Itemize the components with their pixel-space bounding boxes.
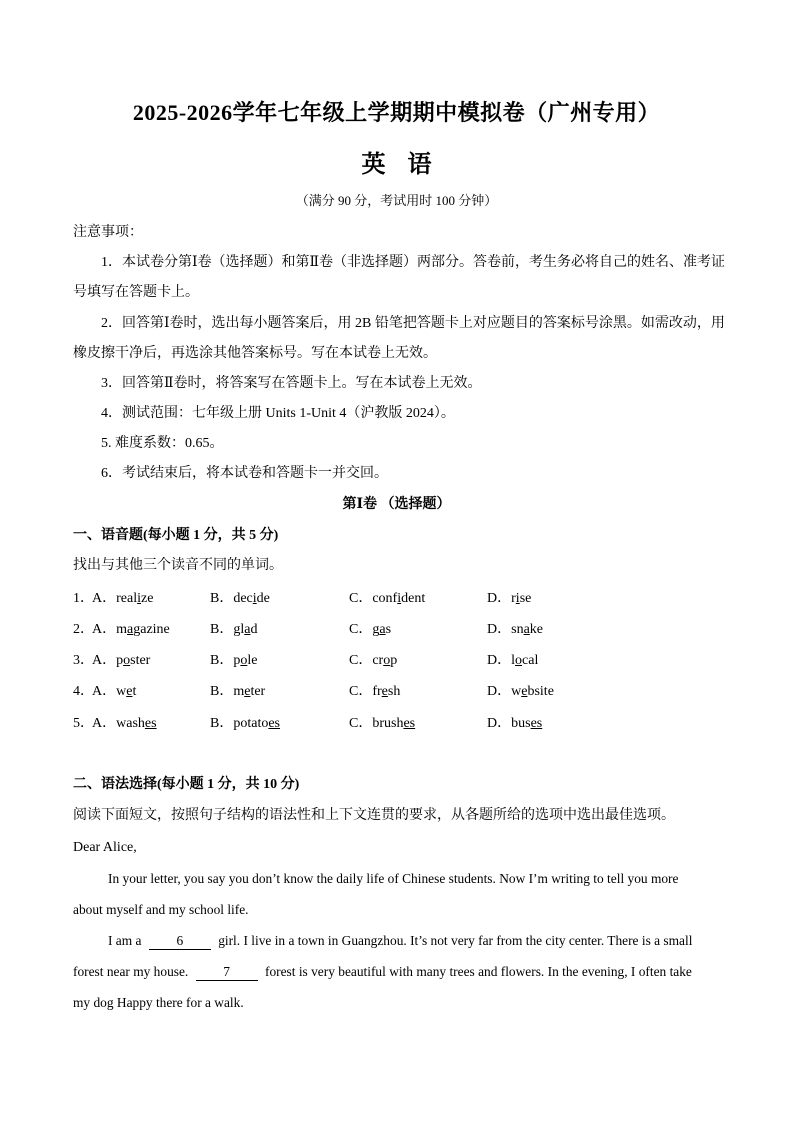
letter-text: forest near my house. [73, 964, 189, 979]
word-part: de [256, 591, 270, 606]
underlined-letters: o [383, 653, 391, 668]
word-part: cr [372, 653, 384, 668]
word-part: se [519, 591, 532, 606]
underlined-letters: a [127, 622, 134, 637]
section1-heading: 一、语音题(每小题 1 分，共 5 分) [73, 528, 279, 543]
section2-heading: 二、语法选择(每小题 1 分，共 10 分) [73, 777, 300, 792]
question-number: 3． [73, 653, 94, 668]
word-part: p [390, 653, 398, 668]
note-item-2-line-2: 橡皮擦干净后，再选涂其他答案标号。写在本试卷上无效。 [73, 346, 437, 361]
underlined-letters: e [126, 684, 133, 699]
underlined-letters: e [381, 684, 388, 699]
option-label: C． [349, 684, 373, 699]
notes-heading: 注意事项： [73, 225, 143, 240]
question-number: 5． [73, 716, 94, 731]
option-label: C． [349, 716, 373, 731]
letter-p2-line-1 [108, 931, 692, 951]
answer-option[interactable] [210, 620, 257, 640]
word-part: w [511, 684, 522, 699]
underlined-letters: es [403, 716, 416, 731]
answer-option[interactable] [349, 651, 397, 671]
answer-option[interactable] [349, 714, 415, 734]
word-part: brush [372, 716, 404, 731]
letter-greeting: Dear Alice, [73, 840, 137, 855]
word-part: ze [141, 591, 154, 606]
word-part: m [233, 684, 245, 699]
option-label: D． [487, 653, 512, 668]
answer-option[interactable] [349, 589, 425, 609]
note-item-1-line-2: 号填写在答题卡上。 [73, 285, 199, 300]
answer-option[interactable] [92, 620, 170, 640]
option-label: A． [92, 591, 117, 606]
blank-7[interactable]: 7 [196, 964, 258, 981]
subject-title: 英语 [361, 152, 454, 178]
letter-p1-line-2: about myself and my school life. [73, 902, 249, 917]
word-part: dec [233, 591, 253, 606]
underlined-letters: a [379, 622, 386, 637]
blank-6[interactable]: 6 [149, 933, 211, 950]
option-label: D． [487, 716, 512, 731]
word-part: sn [511, 622, 524, 637]
answer-option[interactable] [210, 714, 280, 734]
word-part: ter [250, 684, 266, 699]
option-label: B． [210, 716, 234, 731]
note-item-4: 4．测试范围：七年级上册 Units 1-Unit 4（沪教版 2024）。 [101, 406, 455, 421]
letter-text: I am a [108, 933, 142, 948]
word-part: r [511, 591, 516, 606]
underlined-letters: es [268, 716, 281, 731]
underlined-letters: es [530, 716, 543, 731]
underlined-letters: i [252, 591, 257, 606]
word-part: d [250, 622, 258, 637]
answer-option[interactable] [349, 620, 391, 640]
option-label: C． [349, 622, 373, 637]
option-label: A． [92, 622, 117, 637]
underlined-letters: e [244, 684, 251, 699]
underlined-letters: e [521, 684, 528, 699]
section2-instruction: 阅读下面短文，按照句子结构的语法性和上下文连贯的要求，从各题所给的选项中选出最佳选项。 [73, 808, 675, 823]
word-part: fr [372, 684, 382, 699]
answer-option[interactable] [349, 682, 400, 702]
word-part: ster [130, 653, 151, 668]
answer-option[interactable] [210, 589, 270, 609]
answer-option[interactable] [92, 651, 150, 671]
letter-p2-line-2 [73, 962, 692, 982]
option-label: B． [210, 653, 234, 668]
option-label: D． [487, 622, 512, 637]
option-label: D． [487, 591, 512, 606]
word-part: sh [387, 684, 401, 699]
question-number: 2． [73, 622, 94, 637]
part1-title: 第Ⅰ卷 （选择题） [342, 497, 451, 512]
word-part: t [132, 684, 137, 699]
note-item-6: 6．考试结束后，将本试卷和答题卡一并交回。 [101, 466, 388, 481]
letter-text: forest is very beautiful with many trees and flowers. In the evening, I often take [265, 964, 692, 979]
answer-option[interactable] [210, 651, 257, 671]
underlined-letters: o [515, 653, 523, 668]
question-number: 4． [73, 684, 94, 699]
note-item-2-line-1: 2．回答第Ⅰ卷时，选出每小题答案后，用 2B 铅笔把答题卡上对应题目的答案标号涂黑。如需改动，用 [101, 316, 725, 331]
underlined-letters: a [244, 622, 251, 637]
word-part: w [116, 684, 127, 699]
section1-instruction: 找出与其他三个读音不同的单词。 [73, 558, 283, 573]
underlined-letters: i [397, 591, 402, 606]
word-part: gazine [133, 622, 170, 637]
answer-option[interactable] [487, 651, 538, 671]
answer-option[interactable] [210, 682, 265, 702]
letter-text: girl. I live in a town in Guangzhou. It’s not very far from the city center. There is a small [218, 933, 693, 948]
word-part: g [372, 622, 380, 637]
answer-option[interactable] [92, 589, 153, 609]
word-part: real [116, 591, 138, 606]
option-label: D． [487, 684, 512, 699]
word-part: cal [522, 653, 539, 668]
option-label: C． [349, 653, 373, 668]
underlined-letters: a [523, 622, 530, 637]
underlined-letters: i [515, 591, 520, 606]
word-part: l [511, 653, 516, 668]
answer-option[interactable] [487, 589, 531, 609]
word-part: bsite [527, 684, 554, 699]
answer-option[interactable] [487, 714, 542, 734]
word-part: conf [372, 591, 398, 606]
note-item-5: 5. 难度系数：0.65。 [101, 436, 224, 451]
underlined-letters: o [123, 653, 131, 668]
option-label: B． [210, 591, 234, 606]
word-part: potato [233, 716, 269, 731]
answer-option[interactable] [487, 682, 554, 702]
note-item-3: 3．回答第Ⅱ卷时，将答案写在答题卡上。写在本试卷上无效。 [101, 376, 482, 391]
option-label: B． [210, 622, 234, 637]
underlined-letters: o [240, 653, 248, 668]
option-label: B． [210, 684, 234, 699]
letter-p2-line-3: my dog Happy there for a walk. [73, 995, 244, 1010]
word-part: s [385, 622, 392, 637]
exam-title: 2025-2026学年七年级上学期期中模拟卷（广州专用） [132, 100, 661, 125]
answer-option[interactable] [92, 714, 157, 734]
option-label: A． [92, 716, 117, 731]
letter-p1-line-1: In your letter, you say you don’t know the daily life of Chinese students. Now I’m writing to tell you more [108, 871, 679, 886]
word-part: gl [233, 622, 245, 637]
word-part: bus [511, 716, 531, 731]
option-label: C． [349, 591, 373, 606]
option-label: A． [92, 653, 117, 668]
answer-option[interactable] [92, 682, 136, 702]
underlined-letters: es [144, 716, 157, 731]
option-label: A． [92, 684, 117, 699]
word-part: m [116, 622, 128, 637]
word-part: p [116, 653, 124, 668]
note-item-1-line-1: 1．本试卷分第Ⅰ卷（选择题）和第Ⅱ卷（非选择题）两部分。答卷前，考生务必将自己的姓名、准考证 [101, 255, 726, 270]
answer-option[interactable] [487, 620, 543, 640]
word-part: p [233, 653, 241, 668]
word-part: wash [116, 716, 145, 731]
question-number: 1． [73, 591, 94, 606]
score-note: （满分 90 分，考试用时 100 分钟） [295, 193, 498, 208]
word-part: le [247, 653, 258, 668]
word-part: dent [401, 591, 426, 606]
underlined-letters: i [137, 591, 141, 606]
word-part: ke [529, 622, 544, 637]
